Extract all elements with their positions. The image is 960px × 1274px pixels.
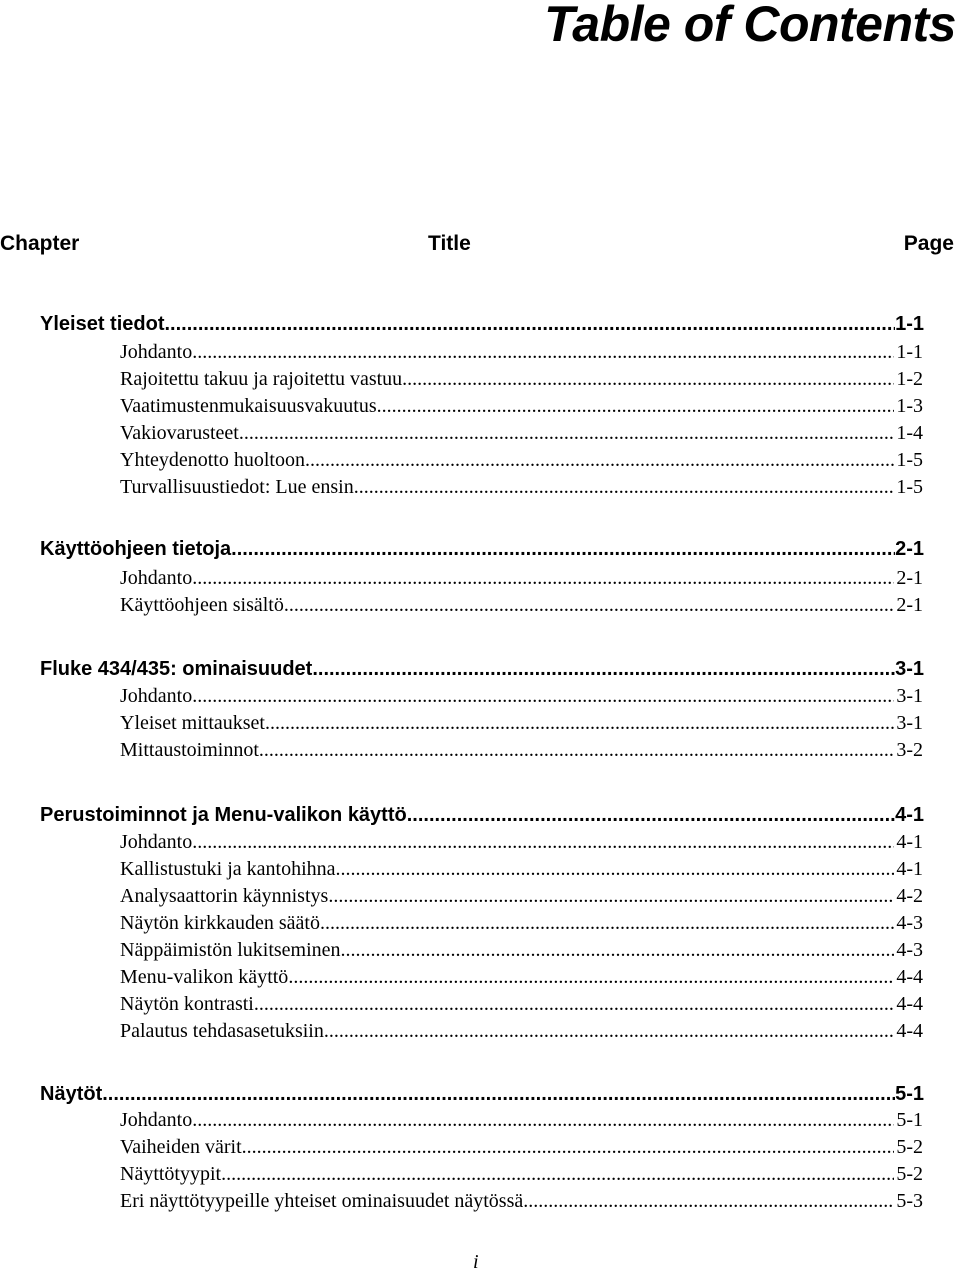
toc-section-title: Vakiovarusteet xyxy=(120,422,239,444)
toc-section-title: Turvallisuustiedot: Lue ensin xyxy=(120,476,354,498)
toc-section-entry[interactable] xyxy=(120,339,923,365)
toc-page-number: 4-2 xyxy=(896,885,923,907)
toc-chapter-title: Yleiset tiedot xyxy=(40,313,165,335)
toc-section-entry[interactable] xyxy=(120,737,923,763)
toc-section-entry[interactable] xyxy=(120,474,923,500)
toc-section-title: Rajoitettu takuu ja rajoitettu vastuu xyxy=(120,368,403,390)
page-number: i xyxy=(473,1251,479,1273)
toc-page-number: 3-2 xyxy=(896,739,923,761)
toc-page-number: 1-2 xyxy=(896,368,923,390)
toc-section-entry[interactable] xyxy=(120,1161,923,1187)
toc-chapter-entry[interactable] xyxy=(40,309,924,339)
toc-chapter-title: Näytöt xyxy=(40,1083,103,1105)
toc-section-title: Mittaustoiminnot xyxy=(120,739,259,761)
page-title: Table of Contents xyxy=(544,0,956,52)
toc-section-title: Johdanto xyxy=(120,831,193,853)
toc-section-entry[interactable] xyxy=(120,710,923,736)
toc-page-number: 1-5 xyxy=(896,476,923,498)
toc-section-title: Kallistustuki ja kantohihna xyxy=(120,858,336,880)
toc-section-title: Vaatimustenmukaisuusvakuutus xyxy=(120,395,377,417)
toc-section-title: Näytön kontrasti xyxy=(120,993,254,1015)
dot-leader xyxy=(328,883,894,909)
toc-section-title: Käyttöohjeen sisältö xyxy=(120,594,284,616)
dot-leader xyxy=(192,339,894,365)
dot-leader xyxy=(192,565,894,591)
toc-page-number: 1-1 xyxy=(896,341,923,363)
toc-page-number: 1-4 xyxy=(896,422,923,444)
dot-leader xyxy=(336,856,895,882)
toc-page-number: 4-1 xyxy=(896,858,923,880)
toc-section-title: Yleiset mittaukset xyxy=(120,712,265,734)
toc-page-number: 1-1 xyxy=(895,313,924,335)
toc-section-title: Näytön kirkkauden säätö xyxy=(120,912,320,934)
toc-page-number: 5-1 xyxy=(896,1109,923,1131)
toc-section-entry[interactable] xyxy=(120,447,923,473)
toc-section-title: Johdanto xyxy=(120,567,193,589)
dot-leader xyxy=(192,829,894,855)
toc-section-entry[interactable] xyxy=(120,366,923,392)
dot-leader xyxy=(288,964,894,990)
dot-leader xyxy=(284,592,894,618)
dot-leader xyxy=(231,534,895,564)
toc-section-title: Johdanto xyxy=(120,1109,193,1131)
toc-section-title: Yhteydenotto huoltoon xyxy=(120,449,305,471)
toc-page-number: 5-2 xyxy=(896,1163,923,1185)
toc-section-entry[interactable] xyxy=(120,683,923,709)
toc-section-entry[interactable] xyxy=(120,829,923,855)
toc-page-number: 4-4 xyxy=(896,993,923,1015)
toc-section-title: Vaiheiden värit xyxy=(120,1136,242,1158)
dot-leader xyxy=(265,710,894,736)
toc-section-entry[interactable] xyxy=(120,937,923,963)
toc-section-entry[interactable] xyxy=(120,565,923,591)
toc-page-number: 3-1 xyxy=(896,712,923,734)
toc-section-entry[interactable] xyxy=(120,1188,923,1214)
dot-leader xyxy=(192,683,894,709)
toc-chapter-entry[interactable] xyxy=(40,800,924,830)
toc-section-title: Näyttötyypit xyxy=(120,1163,222,1185)
toc-section-entry[interactable] xyxy=(120,393,923,419)
toc-page-number: 1-3 xyxy=(896,395,923,417)
toc-page-number: 4-1 xyxy=(895,804,924,826)
toc-page-number: 5-2 xyxy=(896,1136,923,1158)
toc-section-entry[interactable] xyxy=(120,1107,923,1133)
dot-leader xyxy=(341,937,895,963)
toc-chapter-entry[interactable] xyxy=(40,1079,924,1109)
toc-page-number: 4-3 xyxy=(896,912,923,934)
toc-page-number: 4-1 xyxy=(896,831,923,853)
toc-chapter-title: Perustoiminnot ja Menu-valikon käyttö xyxy=(40,804,407,826)
dot-leader xyxy=(221,1161,894,1187)
toc-page-number: 3-1 xyxy=(896,685,923,707)
toc-section-entry[interactable] xyxy=(120,883,923,909)
toc-chapter-entry[interactable] xyxy=(40,654,924,684)
dot-leader xyxy=(320,910,894,936)
toc-page-number: 4-4 xyxy=(896,1020,923,1042)
dot-leader xyxy=(523,1188,894,1214)
toc-section-title: Johdanto xyxy=(120,341,193,363)
column-header-chapter: Chapter xyxy=(0,232,80,255)
toc-section-entry[interactable] xyxy=(120,420,923,446)
toc-page-number: 2-1 xyxy=(896,594,923,616)
dot-leader xyxy=(324,1018,894,1044)
toc-page-number: 5-1 xyxy=(895,1083,924,1105)
dot-leader xyxy=(402,366,894,392)
dot-leader xyxy=(354,474,895,500)
dot-leader xyxy=(407,800,895,830)
dot-leader xyxy=(259,737,894,763)
toc-chapter-title: Fluke 434/435: ominaisuudet xyxy=(40,658,313,680)
dot-leader xyxy=(377,393,895,419)
toc-page-number: 4-4 xyxy=(896,966,923,988)
toc-page-number: 2-1 xyxy=(895,538,924,560)
toc-page-number: 4-3 xyxy=(896,939,923,961)
toc-section-title: Analysaattorin käynnistys xyxy=(120,885,329,907)
dot-leader xyxy=(102,1079,895,1109)
toc-section-entry[interactable] xyxy=(120,856,923,882)
dot-leader xyxy=(192,1107,894,1133)
toc-section-entry[interactable] xyxy=(120,910,923,936)
dot-leader xyxy=(312,654,895,684)
dot-leader xyxy=(164,309,895,339)
toc-section-entry[interactable] xyxy=(120,1134,923,1160)
toc-chapter-entry[interactable] xyxy=(40,534,924,564)
toc-section-entry[interactable] xyxy=(120,592,923,618)
toc-page-number: 1-5 xyxy=(896,449,923,471)
column-header-page: Page xyxy=(903,232,954,255)
column-header-title: Title xyxy=(428,232,471,255)
toc-page-number: 3-1 xyxy=(895,658,924,680)
toc-chapter-title: Käyttöohjeen tietoja xyxy=(40,538,232,560)
toc-section-entry[interactable] xyxy=(120,964,923,990)
toc-section-title: Johdanto xyxy=(120,685,193,707)
toc-page-number: 5-3 xyxy=(896,1190,923,1212)
dot-leader xyxy=(305,447,894,473)
toc-section-title: Eri näyttötyypeille yhteiset ominaisuudet näytössä xyxy=(120,1190,524,1212)
toc-section-entry[interactable] xyxy=(120,1018,923,1044)
dot-leader xyxy=(254,991,894,1017)
toc-page-number: 2-1 xyxy=(896,567,923,589)
toc-section-title: Palautus tehdasasetuksiin xyxy=(120,1020,324,1042)
toc-section-entry[interactable] xyxy=(120,991,923,1017)
toc-section-title: Menu-valikon käyttö xyxy=(120,966,289,988)
dot-leader xyxy=(242,1134,895,1160)
dot-leader xyxy=(239,420,894,446)
toc-section-title: Näppäimistön lukitseminen xyxy=(120,939,341,961)
